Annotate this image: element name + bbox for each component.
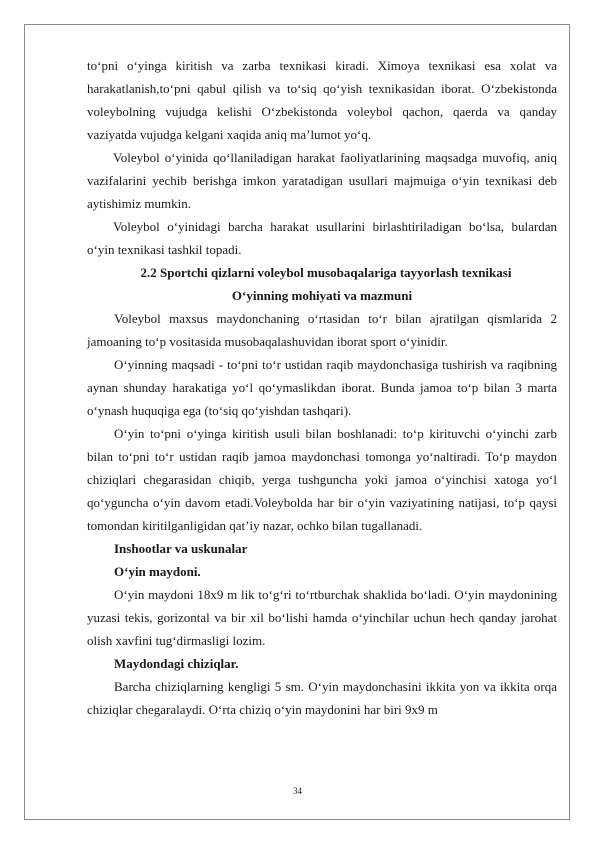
paragraph-technique-composition: Voleybol o‘yinidagi barcha harakat usullarini birlashtiriladigan bo‘lsa, bulardan o‘yin texnikasi tashkil topadi. — [87, 219, 557, 257]
paragraph-intro: to‘pni o‘yinga kiritish va zarba texnikasi kiradi. Ximoya texnikasi esa xolat va harakatlanish,to‘pni qabul qilish va to‘siq qo‘yish texnikasidan iborat. O‘zbekistonda voleybolning vujudga kelishi O‘zbekistonda voleybol qachon, qaerda va qanday vaziyatda vujudga kelgani xaqida aniq ma’lumot yo‘q. — [87, 58, 557, 142]
subheading-court: O‘yin maydoni. — [114, 564, 201, 579]
page-number: 34 — [293, 786, 302, 796]
paragraph-game-goal: O‘yinning maqsadi - to‘pni to‘r ustidan raqib maydonchasiga tushirish va raqibning aynan shunday harakatiga yo‘l qo‘ymaslikdan iborat. Bunda jamoa to‘p bilan 3 marta o‘ynash huquqiga ega (to‘siq qo‘yishdan tashqari). — [87, 357, 557, 418]
paragraph-game-start: O‘yin to‘pni o‘yinga kiritish usuli bilan boshlanadi: to‘p kirituvchi o‘yinchi zarb bilan to‘pni to‘r ustidan raqib jamoa maydonchasi tomonga yo‘naltiradi. To‘p maydon chiziqlari chegarasidan chiqib, yerga tushguncha yoki jamoa o‘yinchisi xatoga yo‘l qo‘yguncha o‘yin davom etadi.Voleybolda har bir o‘yin vaziyatining natijasi, to‘p qaysi tomondan kiritilganligidan qat’iy nazar, ochko bilan tugallanadi. — [87, 426, 557, 533]
paragraph-court-description: O‘yin maydoni 18x9 m lik to‘g‘ri to‘rtburchak shaklida bo‘ladi. O‘yin maydonining yuzasi tekis, gorizontal va bir xil bo‘lishi hamda o‘yinchilar uchun hech qanday jarohat olish xavfini tug‘dirmasligi lozim. — [87, 587, 557, 648]
paragraph-technique-definition: Voleybol o‘yinida qo‘llaniladigan harakat faoliyatlarining maqsadga muvofiq, aniq vazifalarini yechib berishga imkon yaratadigan usullari majmuiga o‘yin texnikasi deb aytishimiz mumkin. — [87, 150, 557, 211]
subheading-facilities: Inshootlar va uskunalar — [114, 541, 248, 556]
paragraph-lines-description: Barcha chiziqlarning kengligi 5 sm. O‘yin maydonchasini ikkita yon va ikkita orqa chiziqlar chegaralaydi. O‘rta chiziq o‘yin maydonini har biri 9x9 m — [87, 679, 557, 717]
paragraph-volleyball-definition: Voleybol maxsus maydonchaning o‘rtasidan to‘r bilan ajratilgan qismlarida 2 jamoaning to‘p vositasida musobaqalashuvidan iborat sport o‘yinidir. — [87, 311, 557, 349]
section-heading: 2.2 Sportchi qizlarni voleybol musobaqalariga tayyorlash texnikasi — [140, 265, 512, 280]
document-body — [87, 54, 557, 721]
subheading-lines: Maydondagi chiziqlar. — [114, 656, 239, 671]
section-subheading: O‘yinning mohiyati va mazmuni — [231, 288, 413, 303]
